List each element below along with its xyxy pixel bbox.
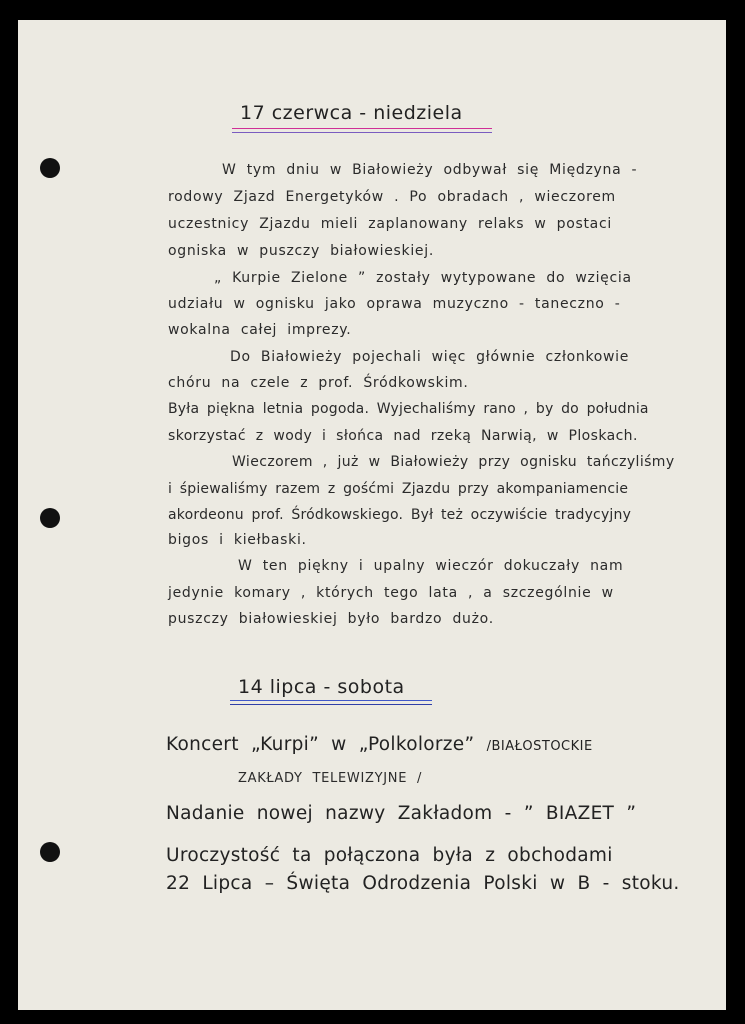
paragraph-line: wokalna całej imprezy. <box>168 322 352 338</box>
paragraph-line: W tym dniu w Białowieży odbywał się Międzyna - <box>222 162 638 178</box>
paragraph-line: Do Białowieży pojechali więc głównie członkowie <box>230 349 630 365</box>
ceremony-line: Uroczystość ta połączona była z obchodami <box>166 845 613 866</box>
concert-organizer-continued: ZAKŁADY TELEWIZYJNE / <box>238 771 423 786</box>
paragraph-line: i śpiewaliśmy razem z gośćmi Zjazdu przy akompaniamencie <box>168 481 629 497</box>
concert-title: Koncert „Kurpi” w „Polkolorze” <box>166 734 475 755</box>
heading-underline-blue <box>230 700 432 701</box>
paragraph-line: udziału w ognisku jako oprawa muzyczno - taneczno - <box>168 296 621 312</box>
paragraph-line: bigos i kiełbaski. <box>168 532 307 548</box>
concert-line <box>166 734 593 755</box>
paragraph-line: chóru na czele z prof. Śródkowskim. <box>168 375 469 391</box>
heading-underline-navy <box>230 704 432 705</box>
paragraph-line: jedynie komary , których tego lata , a szczególnie w <box>168 585 614 601</box>
paragraph-line: puszczy białowieskiej było bardzo dużo. <box>168 611 494 627</box>
paragraph-line: akordeonu prof. Śródkowskiego. Był też oczywiście tradycyjny <box>168 507 632 523</box>
naming-line: Nadanie nowej nazwy Zakładom - ” BIAZET ” <box>166 803 637 824</box>
paragraph-line: W ten piękny i upalny wieczór dokuczały nam <box>238 558 624 574</box>
paragraph-line: rodowy Zjazd Energetyków . Po obradach , wieczorem <box>168 189 616 205</box>
heading-underline-violet <box>232 132 492 133</box>
binder-hole-top <box>40 158 60 178</box>
paragraph-line: Wieczorem , już w Białowieży przy ognisku tańczyliśmy <box>232 454 675 470</box>
binder-hole-bottom <box>40 842 60 862</box>
document-page <box>18 20 726 1010</box>
paragraph-line: „ Kurpie Zielone ” zostały wytypowane do wzięcia <box>214 270 632 286</box>
concert-organizer: /BIAŁOSTOCKIE <box>486 739 593 754</box>
paragraph-line: ogniska w puszczy białowieskiej. <box>168 243 434 259</box>
paragraph-line: uczestnicy Zjazdu mieli zaplanowany relaks w postaci <box>168 216 612 232</box>
paragraph-line: Była piękna letnia pogoda. Wyjechaliśmy rano , by do południa <box>168 401 649 417</box>
heading-underline-pink <box>232 128 492 129</box>
section-heading-july-14: 14 lipca - sobota <box>238 676 405 698</box>
paragraph-line: skorzystać z wody i słońca nad rzeką Narwią, w Ploskach. <box>168 428 638 444</box>
binder-hole-middle <box>40 508 60 528</box>
ceremony-line: 22 Lipca – Święta Odrodzenia Polski w B - stoku. <box>166 873 680 894</box>
section-heading-june-17: 17 czerwca - niedziela <box>240 102 463 124</box>
